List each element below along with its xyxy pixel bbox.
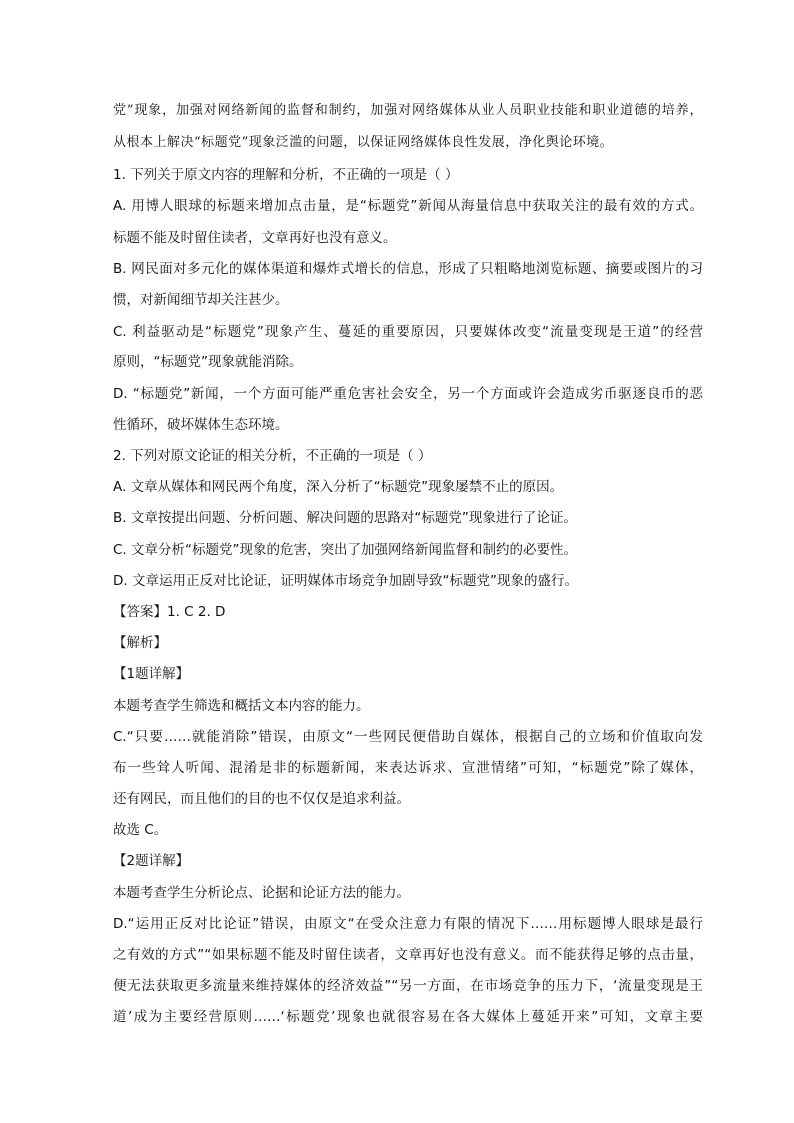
analysis-heading: 【解析】: [113, 635, 167, 651]
option-c-line: C. 文章分析“标题党”现象的危害，突出了加强网络新闻监督和制约的必要性。: [113, 542, 577, 558]
option-a-line: A. 用博人眼球的标题来增加点击量，是“标题党”新闻从海量信息中获取关注的最有效的方式。: [113, 198, 703, 214]
option-b-line: B. 文章按提出问题、分析问题、解决问题的思路对“标题党”现象进行了论证。: [113, 510, 577, 526]
text-line: C.“只要……就能消除”错误，由原文“一些网民便借助自媒体，根据自己的立场和价值取向发: [113, 729, 703, 745]
option-d-line: D. “标题党”新闻，一个方面可能严重危害社会安全，另一个方面或许会造成劣币驱逐良币的恶: [113, 386, 703, 402]
option-b-line: B. 网民面对多元化的媒体渠道和爆炸式增长的信息，形成了只粗略地浏览标题、摘要或图片的习: [113, 261, 703, 277]
option-b-line: 惯，对新闻细节却关注甚少。: [113, 292, 289, 308]
text-line: 党”现象，加强对网络新闻的监督和制约，加强对网络媒体从业人员职业技能和职业道德的培养，: [113, 103, 703, 118]
option-d-line: D. 文章运用正反对比论证，证明媒体市场竞争加剧导致“标题党”现象的盛行。: [113, 573, 578, 589]
detail-heading-2: 【2题详解】: [113, 853, 190, 869]
question-1-stem: 1. 下列关于原文内容的理解和分析，不正确的一项是（ ）: [113, 167, 459, 183]
text-line: 本题考查学生筛选和概括文本内容的能力。: [113, 698, 370, 714]
detail-heading-1: 【1题详解】: [113, 666, 190, 682]
option-a-line: 标题不能及时留住读者，文章再好也没有意义。: [113, 230, 397, 246]
answer-line: 【答案】1. C 2. D: [113, 604, 226, 620]
option-c-line: 原则，“标题党”现象就能消除。: [113, 354, 303, 370]
text-line: 道’成为主要经营原则……‘标题党’现象也就很容易在各大媒体上蔓延开来”可知，文章主要: [113, 1009, 703, 1025]
text-line: 之有效的方式”“如果标题不能及时留住读者，文章再好也没有意义。而不能获得足够的点击量，: [113, 947, 703, 963]
option-a-line: A. 文章从媒体和网民两个角度，深入分析了“标题党”现象屡禁不止的原因。: [113, 479, 564, 495]
text-line: D.“运用正反对比论证”错误，由原文“在受众注意力有限的情况下……用标题博人眼球是最行: [113, 916, 703, 932]
text-line: 本题考查学生分析论点、论据和论证方法的能力。: [113, 885, 410, 901]
text-line: 还有网民，而且他们的目的也不仅仅是追求利益。: [113, 791, 410, 807]
text-line: 布一些耸人听闻、混淆是非的标题新闻，来表达诉求、宣泄情绪”可知，“标题党”除了媒体，: [113, 760, 703, 776]
option-d-line: 性循环，破坏媒体生态环境。: [113, 417, 289, 433]
text-line: 便无法获取更多流量来维持媒体的经济效益”“另一方面，在市场竞争的压力下，‘流量变现是王: [113, 978, 703, 994]
text-line: 故选 C。: [113, 822, 168, 838]
text-line: 从根本上解决“标题党”现象泛滥的问题，以保证网络媒体良性发展，净化舆论环境。: [113, 135, 614, 150]
option-c-line: C. 利益驱动是“标题党”现象产生、蔓延的重要原因，只要媒体改变“流量变现是王道”的经营: [113, 324, 703, 340]
question-2-stem: 2. 下列对原文论证的相关分析，不正确的一项是（ ）: [113, 448, 432, 464]
